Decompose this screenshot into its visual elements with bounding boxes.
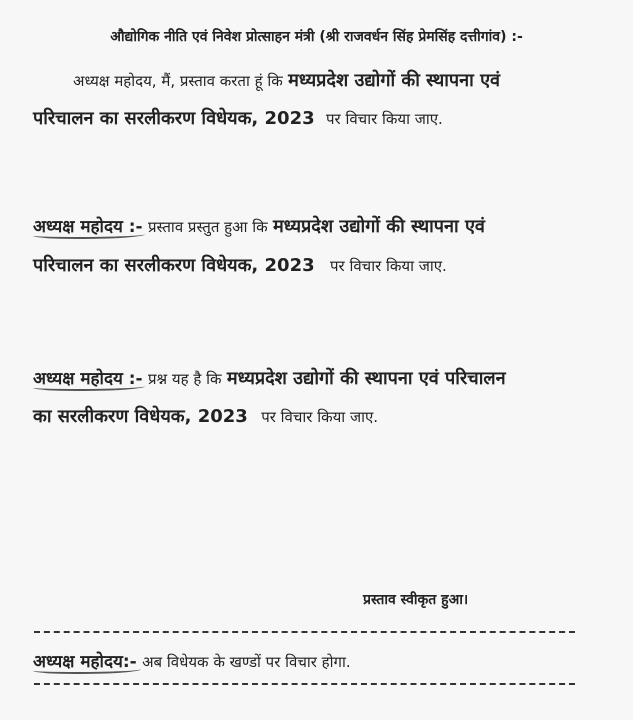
para4-speaker-underline [33, 666, 141, 674]
para3-line1-bold: मध्यप्रदेश उद्योगों की स्थापना एवं परिचालन [226, 368, 506, 389]
para1-line1-bold: मध्यप्रदेश उद्योगों की स्थापना एवं [288, 70, 501, 91]
para3-line2-bold: का सरलीकरण विधेयक, 2023 [33, 406, 248, 427]
para1-line2-plain: पर विचार किया जाए. [326, 110, 443, 128]
para2-speaker: अध्यक्ष महोदय :- [33, 217, 143, 237]
minister-heading: औद्योगिक नीति एवं निवेश प्रोत्साहन मंत्री (श्री राजवर्धन सिंह प्रेमसिंह दत्तीगांव) :- [110, 29, 523, 45]
para2-line2-bold: परिचालन का सरलीकरण विधेयक, 2023 [33, 255, 315, 276]
dashed-separator-bottom [34, 683, 575, 685]
para1-line2-bold: परिचालन का सरलीकरण विधेयक, 2023 [33, 108, 315, 129]
para1-line2 [33, 106, 443, 130]
para2-line1-bold: मध्यप्रदेश उद्योगों की स्थापना एवं [273, 216, 485, 237]
para1-line1 [73, 68, 500, 92]
para2-line2 [33, 253, 447, 277]
para4-speaker: अध्यक्ष महोदय:- [33, 652, 137, 672]
para4-plain: अब विधेयक के खण्डों पर विचार होगा. [142, 653, 351, 671]
para2-line2-plain: पर विचार किया जाए. [330, 257, 447, 275]
para3-line2-plain: पर विचार किया जाए. [261, 408, 379, 426]
para3-speaker: अध्यक्ष महोदय :- [33, 369, 143, 389]
dashed-separator-top [34, 631, 575, 633]
para3-line2 [33, 404, 378, 428]
para2-line1-plain: प्रस्ताव प्रस्तुत हुआ कि [148, 218, 268, 236]
para1-line1-plain: अध्यक्ष महोदय, मैं, प्रस्ताव करता हूं कि [73, 72, 283, 90]
motion-accepted-note: प्रस्ताव स्वीकृत हुआ। [363, 592, 469, 608]
para3-line1-plain: प्रश्न यह है कि [148, 370, 222, 388]
